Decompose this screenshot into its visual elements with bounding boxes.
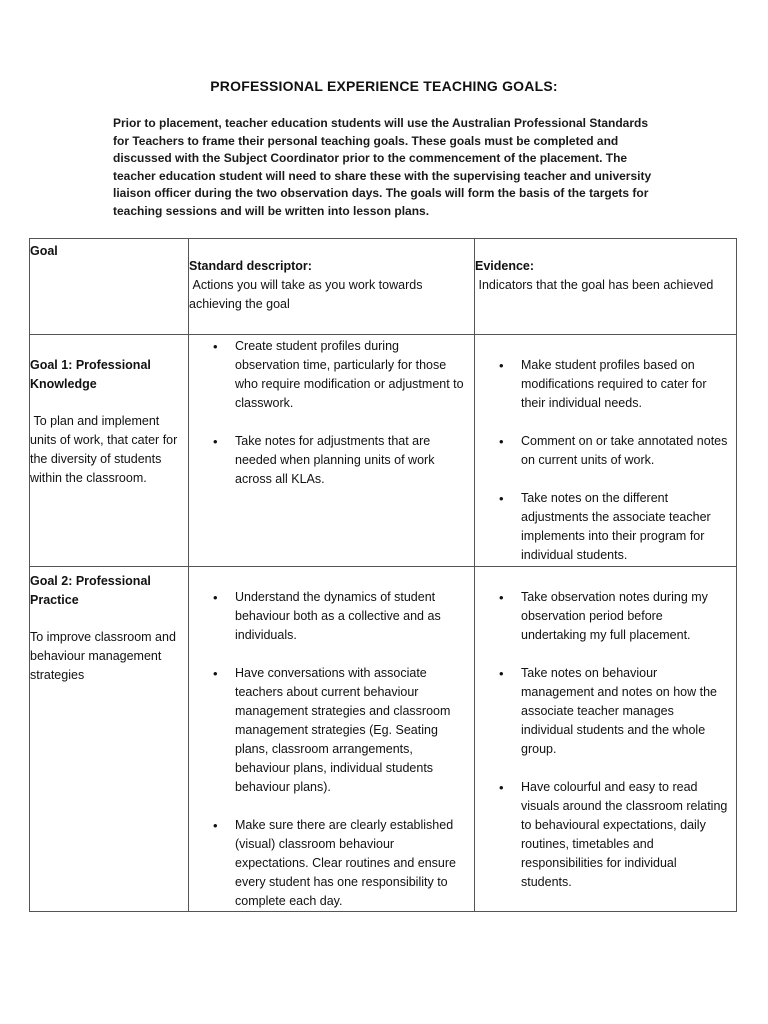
header-evidence-cell [475, 239, 737, 335]
header-standard-cell [189, 239, 475, 335]
header-goal: Goal [30, 244, 58, 258]
header-standard-title: Standard descriptor: [189, 259, 312, 273]
goal-cell [30, 567, 189, 912]
intro-paragraph: Prior to placement, teacher education students will use the Australian Professional Standards for Teachers to frame their personal teaching goals. These goals must be completed and discussed with the Subject Coordinator prior to the commencement of the placement. The teacher education student will need to share these with the supervising teacher and university liaison officer during the two observation days. The goals will form the basis of the targets for teaching sessions and will be written into lesson plans. [113, 116, 652, 218]
list-item: • Take notes on behaviour management and notes on how the associate teacher manages individual students and the whole group. [475, 664, 736, 759]
list-item: • Make sure there are clearly established (visual) classroom behaviour expectations. Clear routines and ensure every student has one responsibility to complete each day. [189, 816, 474, 911]
goal-cell [30, 335, 189, 567]
evidence-cell [475, 567, 737, 912]
list-item: • Have colourful and easy to read visuals around the classroom relating to behavioural expectations, daily routines, timetables and responsibilities for individual students. [475, 778, 736, 892]
actions-cell [189, 567, 475, 912]
goal-description: To plan and implement units of work, that cater for the diversity of students within the classroom. [30, 414, 181, 485]
evidence-cell [475, 335, 737, 567]
header-evidence-desc: Indicators that the goal has been achieved [475, 278, 714, 292]
table-row [30, 567, 737, 912]
goal-title: Goal 2: Professional Practice [30, 574, 151, 607]
header-evidence-title: Evidence: [475, 259, 535, 273]
list-item: • Take notes for adjustments that are needed when planning units of work across all KLAs. [189, 432, 474, 489]
actions-cell [189, 335, 475, 567]
goal-title: Goal 1: Professional Knowledge [30, 358, 151, 391]
list-item: • Take observation notes during my observation period before undertaking my full placement. [475, 588, 736, 645]
list-item: • Have conversations with associate teachers about current behaviour management strategies and classroom management strategies (Eg. Seating plans, classroom arrangements, behaviour plans, individual students behaviour plans). [189, 664, 474, 797]
list-item: • Understand the dynamics of student behaviour both as a collective and as individuals. [189, 588, 474, 645]
list-item: • Take notes on the different adjustments the associate teacher implements into their program for individual students. [475, 489, 736, 565]
header-goal-cell [30, 239, 189, 335]
goals-table [29, 238, 737, 912]
table-header-row [30, 239, 737, 335]
table-row [30, 335, 737, 567]
list-item: • Comment on or take annotated notes on current units of work. [475, 432, 736, 470]
header-standard-desc: Actions you will take as you work towards achieving the goal [189, 278, 426, 311]
goal-description: To improve classroom and behaviour management strategies [30, 630, 176, 682]
list-item: • Make student profiles based on modifications required to cater for their individual needs. [475, 356, 736, 413]
page-title: PROFESSIONAL EXPERIENCE TEACHING GOALS: [210, 78, 558, 94]
list-item: • Create student profiles during observation time, particularly for those who require modification or adjustment to classwork. [189, 337, 474, 413]
